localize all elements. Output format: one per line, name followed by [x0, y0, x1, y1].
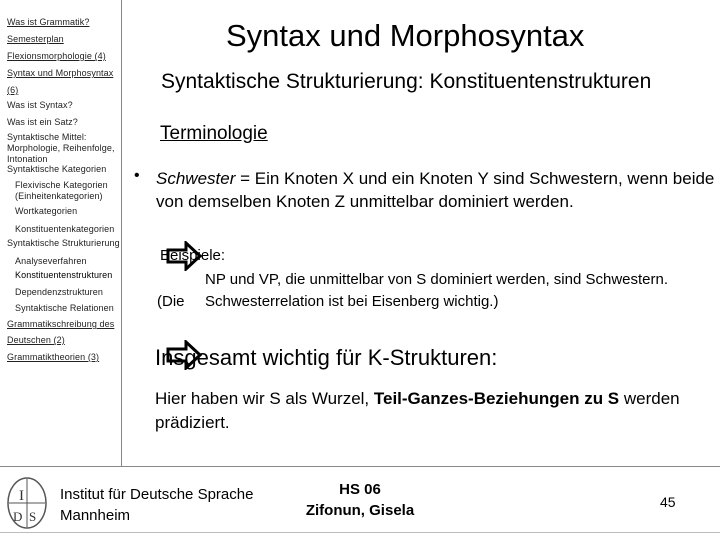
footer-divider [0, 466, 720, 467]
nav-konstituentenstrukturen[interactable]: Konstituentenstrukturen [15, 270, 113, 280]
institute-name [60, 484, 253, 526]
nav-dependenzstrukturen[interactable]: Dependenzstrukturen [15, 287, 103, 297]
nav-syntaktische-relationen[interactable]: Syntaktische Relationen [15, 303, 114, 313]
nav-syntaktische-kategorien[interactable]: Syntaktische Kategorien [7, 164, 107, 174]
nav-was-ist-ein-satz[interactable]: Was ist ein Satz? [7, 117, 78, 127]
sidebar-divider [121, 0, 122, 466]
svg-text:S: S [29, 509, 37, 524]
nav-grammatiktheorien[interactable]: Grammatiktheorien (3) [7, 352, 100, 362]
svg-text:D: D [13, 509, 23, 524]
nav-semesterplan[interactable]: Semesterplan [7, 34, 64, 44]
arrow-right-icon[interactable] [166, 241, 202, 271]
course-author: Zifonun, Gisela [305, 502, 415, 519]
nav-syntaktische-mittel[interactable]: Syntaktische Mittel: Morphologie, Reihenfolge, Intonation [7, 132, 115, 164]
institute-line-2: Mannheim [60, 507, 131, 524]
bottom-divider [0, 532, 720, 533]
insgesamt-heading: Insgesamt wichtig für K-Strukturen: [155, 345, 498, 370]
terminologie-heading: Terminologie [160, 123, 268, 144]
nav-grammatikschreibung-count[interactable]: Deutschen (2) [7, 335, 65, 345]
nav-wortkategorien[interactable]: Wortkategorien [15, 206, 78, 216]
svg-text:I: I [19, 488, 24, 504]
hier-text [155, 387, 695, 435]
nav-flexivische-kategorien[interactable]: Flexivische Kategorien (Einheitenkategorien) [15, 180, 108, 201]
nav-syntax-morphosyntax-count[interactable]: (6) [7, 85, 19, 95]
page-number: 45 [660, 494, 676, 510]
nav-grammatikschreibung[interactable]: Grammatikschreibung des [7, 319, 115, 329]
hier-intro: Hier haben wir S als Wurzel, [155, 389, 374, 408]
example-1: NP und VP, die unmittelbar von S dominiert werden, sind Schwestern. [205, 271, 669, 288]
example-2: Schwesterrelation ist bei Eisenberg wichtig.) [205, 293, 499, 310]
nav-konstituentenkategorien[interactable]: Konstituentenkategorien [15, 224, 115, 234]
definition-body: = Ein Knoten X und ein Knoten Y sind Schwestern, wenn beide von demselben Knoten Z unmittelbar dominiert werden. [156, 169, 715, 211]
ids-logo [6, 476, 48, 530]
nav-analyseverfahren[interactable]: Analyseverfahren [15, 256, 87, 266]
hier-end: werden prädiziert. [155, 389, 680, 432]
nav-syntaktische-strukturierung[interactable]: Syntaktische Strukturierung [7, 238, 120, 248]
example-2-prefix: (Die [157, 293, 185, 310]
bullet-point: • [134, 167, 140, 184]
nav-was-ist-syntax[interactable]: Was ist Syntax? [7, 100, 73, 110]
slide-title: Syntax und Morphosyntax [226, 18, 585, 53]
examples-label: Beispiele: [160, 247, 226, 264]
definition-text [156, 167, 716, 213]
nav-syntax-morphosyntax[interactable]: Syntax und Morphosyntax [7, 68, 114, 78]
nav-flexionsmorphologie[interactable]: Flexionsmorphologie (4) [7, 51, 106, 61]
definition-term: Schwester [156, 169, 236, 188]
course-info [300, 479, 420, 521]
hier-bold: Teil-Ganzes-Beziehungen zu S [373, 389, 620, 408]
slide-subtitle: Syntaktische Strukturierung: Konstituentenstrukturen [161, 70, 652, 93]
course-code: HS 06 [339, 481, 381, 498]
nav-was-ist-grammatik[interactable]: Was ist Grammatik? [7, 17, 90, 27]
institute-line-1: Institut für Deutsche Sprache [60, 486, 254, 503]
